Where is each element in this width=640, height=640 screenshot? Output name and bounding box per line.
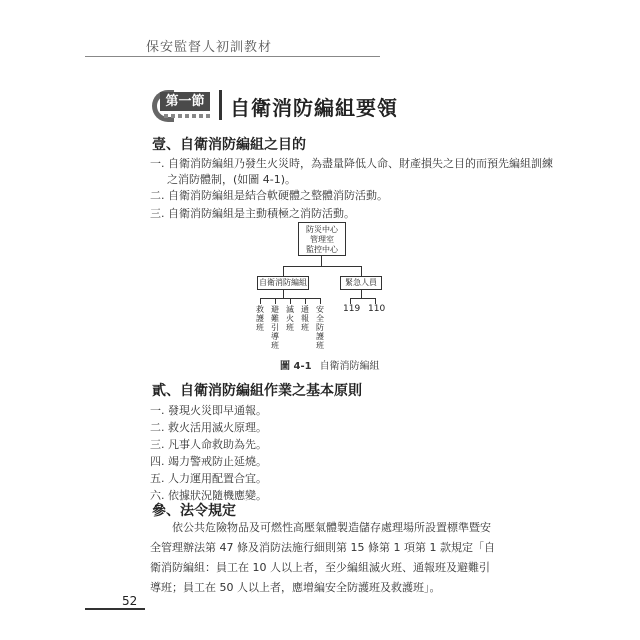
- org-connector: [320, 298, 321, 304]
- org-connector: [290, 298, 291, 304]
- part2-heading: 貳、自衛消防編組作業之基本原則: [152, 383, 362, 399]
- section-badge: [152, 90, 214, 122]
- org-top-line: 監控中心: [306, 245, 338, 254]
- figure-caption: [280, 357, 380, 372]
- org-connector: [321, 256, 322, 266]
- org-connector: [361, 266, 362, 276]
- org-top-box: [298, 222, 346, 256]
- part1-item: 三. 自衛消防編組是主動積極之消防活動。: [150, 207, 355, 220]
- part2-item: 三. 凡事人命救助為先。: [150, 438, 267, 451]
- org-top-line: 管理室: [310, 235, 334, 244]
- part1-item: 一. 自衛消防編組乃發生火災時，為盡量降低人命、財產損失之目的而預先編組訓練: [150, 157, 553, 170]
- part2-item: 二. 救火活用滅火原理。: [150, 421, 267, 434]
- org-connector: [283, 290, 284, 298]
- org-top-line: 防災中心: [306, 225, 338, 234]
- page-number: 52: [122, 594, 138, 608]
- section-title: 自衛消防編組要領: [230, 96, 398, 120]
- section-title-divider: [219, 90, 222, 120]
- part3-paragraph: 依公共危險物品及可燃性高壓氣體製造儲存處理場所設置標準暨安全管理辦法第 47 條及消防法施行細則第 15 條第 1 項第 1 款規定「自衛消防編組：員工在 10 人以上者，至少編組滅火班、通報班及避難引導班；員工在 50 人以上者，應增編安全防護班及救護班」。: [150, 521, 495, 594]
- part2-item: 四. 竭力警戒防止延燒。: [150, 455, 267, 468]
- org-team: 安全防護班: [316, 305, 324, 350]
- org-team: 救護班: [256, 305, 264, 332]
- section-number: 第一節: [160, 92, 210, 111]
- org-right-box: 緊急人員: [340, 276, 382, 290]
- part3-heading: 參、法令規定: [152, 503, 236, 519]
- part2-item: 五. 人力運用配置合宜。: [150, 472, 267, 485]
- part1-item: 之消防體制，(如圖 4-1)。: [167, 173, 297, 186]
- figure-number: 圖 4-1: [280, 361, 312, 372]
- org-connector: [350, 298, 376, 299]
- part1-item: 二. 自衛消防編組是結合軟硬體之整體消防活動。: [150, 189, 388, 202]
- org-team: 滅火班: [286, 305, 294, 332]
- org-connector: [305, 298, 306, 304]
- part1-heading: 壹、自衛消防編組之目的: [152, 137, 306, 153]
- org-connector: [283, 266, 361, 267]
- org-left-box: 自衛消防編組: [257, 276, 309, 290]
- org-connector: [275, 298, 276, 304]
- org-team: 避難引導班: [271, 305, 279, 350]
- part2-item: 一. 發現火災即早通報。: [150, 404, 267, 417]
- org-number-label: 110: [368, 304, 386, 314]
- header-rule: [85, 56, 380, 57]
- part2-item: 六. 依據狀況隨機應變。: [150, 489, 267, 502]
- org-team: 通報班: [301, 305, 309, 332]
- figure-caption-text: 自衛消防編組: [319, 361, 380, 372]
- running-header: 保安監督人初訓教材: [146, 40, 273, 55]
- footer-rule: [85, 608, 145, 610]
- badge-dots: [164, 114, 210, 118]
- org-connector: [361, 290, 362, 298]
- org-connector: [260, 298, 261, 304]
- org-connector: [283, 266, 284, 276]
- org-number-label: 119: [343, 304, 361, 314]
